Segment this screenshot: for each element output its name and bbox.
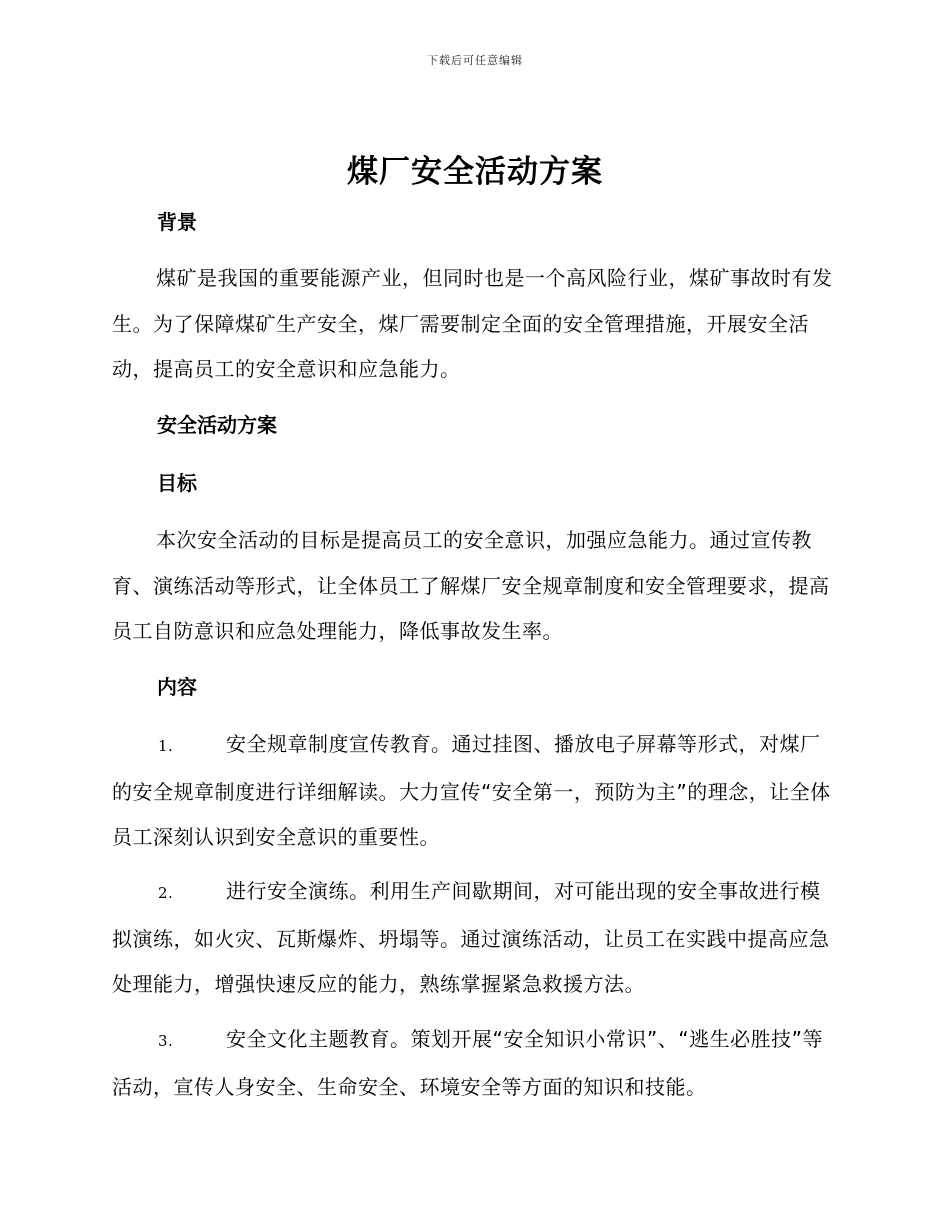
page-header-note: 下载后可任意编辑 (427, 54, 523, 67)
section-background (0, 208, 950, 236)
section-content (0, 673, 950, 701)
background-paragraph: 煤矿是我国的重要能源产业，但同时也是一个高风险行业，煤矿事故时有发生。为了保障煤矿生产安全，煤厂需要制定全面的安全管理措施，开展安全活动，提高员工的安全意识和应急能力。 (112, 266, 833, 381)
section-goal (0, 469, 950, 497)
list-item-text: 安全规章制度宣传教育。通过挂图、播放电子屏幕等形式，对煤厂的安全规章制度进行详细解读。大力宣传“安全第一，预防为主”的理念，让全体员工深刻认识到安全意识的重要性。 (112, 732, 831, 849)
content-heading: 内容 (157, 675, 197, 699)
list-item (112, 722, 836, 861)
content-item-1 (0, 722, 950, 861)
list-item-text: 进行安全演练。利用生产间歇期间，对可能出现的安全事故进行模拟演练，如火灾、瓦斯爆炸、坍塌等。通过演练活动，让员工在实践中提高应急处理能力，增强快速反应的能力，熟练掌握紧急救援方法。 (112, 879, 830, 996)
background-heading: 背景 (157, 210, 197, 234)
list-item (112, 869, 836, 1008)
background-paragraph-block (0, 256, 950, 393)
goal-paragraph-block (0, 518, 950, 655)
goal-paragraph: 本次安全活动的目标是提高员工的安全意识，加强应急能力。通过宣传教育、演练活动等形式，让全体员工了解煤厂安全规章制度和安全管理要求，提高员工自防意识和应急处理能力，降低事故发生率。 (112, 528, 830, 643)
content-item-2 (0, 869, 950, 1008)
goal-heading: 目标 (157, 471, 197, 495)
list-item-text: 安全文化主题教育。策划开展“安全知识小常识”、“逃生必胜技”等活动，宣传人身安全、生命安全、环境安全等方面的知识和技能。 (112, 1027, 823, 1099)
list-item-number: 3. (158, 1032, 174, 1050)
content-item-3 (0, 1017, 950, 1110)
list-item-number: 1. (158, 737, 174, 755)
document-title: 煤厂安全活动方案 (347, 154, 603, 190)
list-item-number: 2. (158, 884, 174, 902)
plan-heading: 安全活动方案 (157, 413, 277, 437)
list-item (112, 1017, 836, 1110)
section-plan (0, 411, 950, 439)
